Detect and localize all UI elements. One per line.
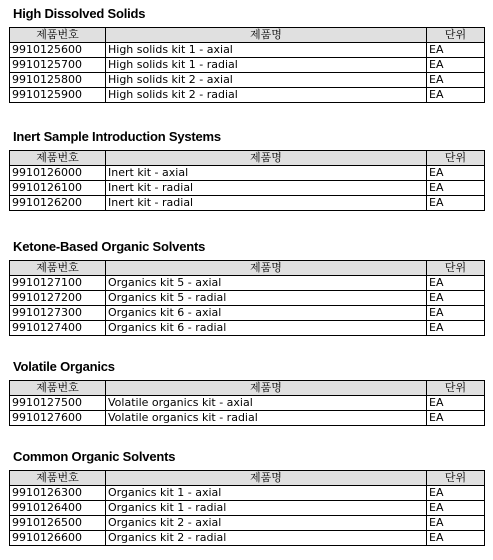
section-title: High Dissolved Solids (13, 6, 146, 21)
product-section (9, 358, 484, 426)
part-number-header: 제품번호 (10, 381, 106, 396)
part-number-cell: 9910126000 (10, 166, 106, 181)
table-row (10, 396, 485, 411)
unit-cell: EA (427, 501, 485, 516)
product-name-header: 제품명 (106, 151, 427, 166)
product-table (9, 470, 485, 546)
product-name-cell: Organics kit 6 - radial (106, 321, 427, 336)
part-number-cell: 9910126500 (10, 516, 106, 531)
part-number-cell: 9910125600 (10, 43, 106, 58)
product-name-cell: Inert kit - radial (106, 196, 427, 211)
unit-cell: EA (427, 88, 485, 103)
product-name-cell: Organics kit 5 - axial (106, 276, 427, 291)
unit-cell: EA (427, 276, 485, 291)
part-number-cell: 9910127400 (10, 321, 106, 336)
section-title: Common Organic Solvents (13, 449, 176, 464)
unit-cell: EA (427, 166, 485, 181)
product-table (9, 150, 485, 211)
table-row (10, 88, 485, 103)
product-name-header: 제품명 (106, 471, 427, 486)
unit-cell: EA (427, 196, 485, 211)
part-number-cell: 9910126100 (10, 181, 106, 196)
part-number-cell: 9910127200 (10, 291, 106, 306)
table-row (10, 276, 485, 291)
product-name-cell: Organics kit 1 - radial (106, 501, 427, 516)
table-header-row (10, 471, 485, 486)
table-row (10, 411, 485, 426)
unit-cell: EA (427, 291, 485, 306)
part-number-cell: 9910127600 (10, 411, 106, 426)
product-name-cell: Volatile organics kit - axial (106, 396, 427, 411)
part-number-header: 제품번호 (10, 471, 106, 486)
table-row (10, 43, 485, 58)
part-number-header: 제품번호 (10, 261, 106, 276)
product-name-cell: High solids kit 2 - axial (106, 73, 427, 88)
part-number-cell: 9910127100 (10, 276, 106, 291)
section-title: Inert Sample Introduction Systems (13, 129, 221, 144)
product-name-cell: Inert kit - radial (106, 181, 427, 196)
unit-header: 단위 (427, 381, 485, 396)
part-number-cell: 9910126400 (10, 501, 106, 516)
unit-cell: EA (427, 181, 485, 196)
table-header-row (10, 151, 485, 166)
unit-cell: EA (427, 306, 485, 321)
product-table (9, 27, 485, 103)
table-row (10, 486, 485, 501)
table-row (10, 58, 485, 73)
product-table (9, 380, 485, 426)
product-name-cell: Organics kit 6 - axial (106, 306, 427, 321)
unit-cell: EA (427, 73, 485, 88)
table-row (10, 181, 485, 196)
table-row (10, 306, 485, 321)
unit-cell: EA (427, 486, 485, 501)
table-row (10, 516, 485, 531)
table-row (10, 291, 485, 306)
part-number-cell: 9910127500 (10, 396, 106, 411)
table-header-row (10, 261, 485, 276)
product-section (9, 128, 484, 211)
unit-header: 단위 (427, 28, 485, 43)
table-header-row (10, 28, 485, 43)
unit-cell: EA (427, 411, 485, 426)
product-name-cell: High solids kit 1 - radial (106, 58, 427, 73)
part-number-cell: 9910126300 (10, 486, 106, 501)
part-number-cell: 9910125900 (10, 88, 106, 103)
product-name-cell: Organics kit 2 - radial (106, 531, 427, 546)
table-row (10, 321, 485, 336)
table-row (10, 166, 485, 181)
table-row (10, 196, 485, 211)
table-row (10, 531, 485, 546)
product-name-cell: Volatile organics kit - radial (106, 411, 427, 426)
product-name-cell: Organics kit 1 - axial (106, 486, 427, 501)
product-name-cell: High solids kit 1 - axial (106, 43, 427, 58)
table-row (10, 73, 485, 88)
product-table (9, 260, 485, 336)
product-section (9, 238, 484, 336)
part-number-cell: 9910125700 (10, 58, 106, 73)
unit-cell: EA (427, 321, 485, 336)
section-title: Volatile Organics (13, 359, 115, 374)
product-section (9, 448, 484, 546)
unit-cell: EA (427, 516, 485, 531)
part-number-cell: 9910127300 (10, 306, 106, 321)
unit-cell: EA (427, 43, 485, 58)
unit-cell: EA (427, 531, 485, 546)
product-section (9, 5, 484, 103)
part-number-header: 제품번호 (10, 28, 106, 43)
product-name-header: 제품명 (106, 28, 427, 43)
unit-header: 단위 (427, 261, 485, 276)
section-title: Ketone-Based Organic Solvents (13, 239, 206, 254)
table-header-row (10, 381, 485, 396)
product-name-header: 제품명 (106, 261, 427, 276)
product-name-cell: Organics kit 5 - radial (106, 291, 427, 306)
part-number-header: 제품번호 (10, 151, 106, 166)
product-name-header: 제품명 (106, 381, 427, 396)
unit-header: 단위 (427, 471, 485, 486)
product-name-cell: Inert kit - axial (106, 166, 427, 181)
unit-cell: EA (427, 396, 485, 411)
part-number-cell: 9910126600 (10, 531, 106, 546)
product-name-cell: High solids kit 2 - radial (106, 88, 427, 103)
product-name-cell: Organics kit 2 - axial (106, 516, 427, 531)
part-number-cell: 9910126200 (10, 196, 106, 211)
unit-cell: EA (427, 58, 485, 73)
part-number-cell: 9910125800 (10, 73, 106, 88)
unit-header: 단위 (427, 151, 485, 166)
table-row (10, 501, 485, 516)
